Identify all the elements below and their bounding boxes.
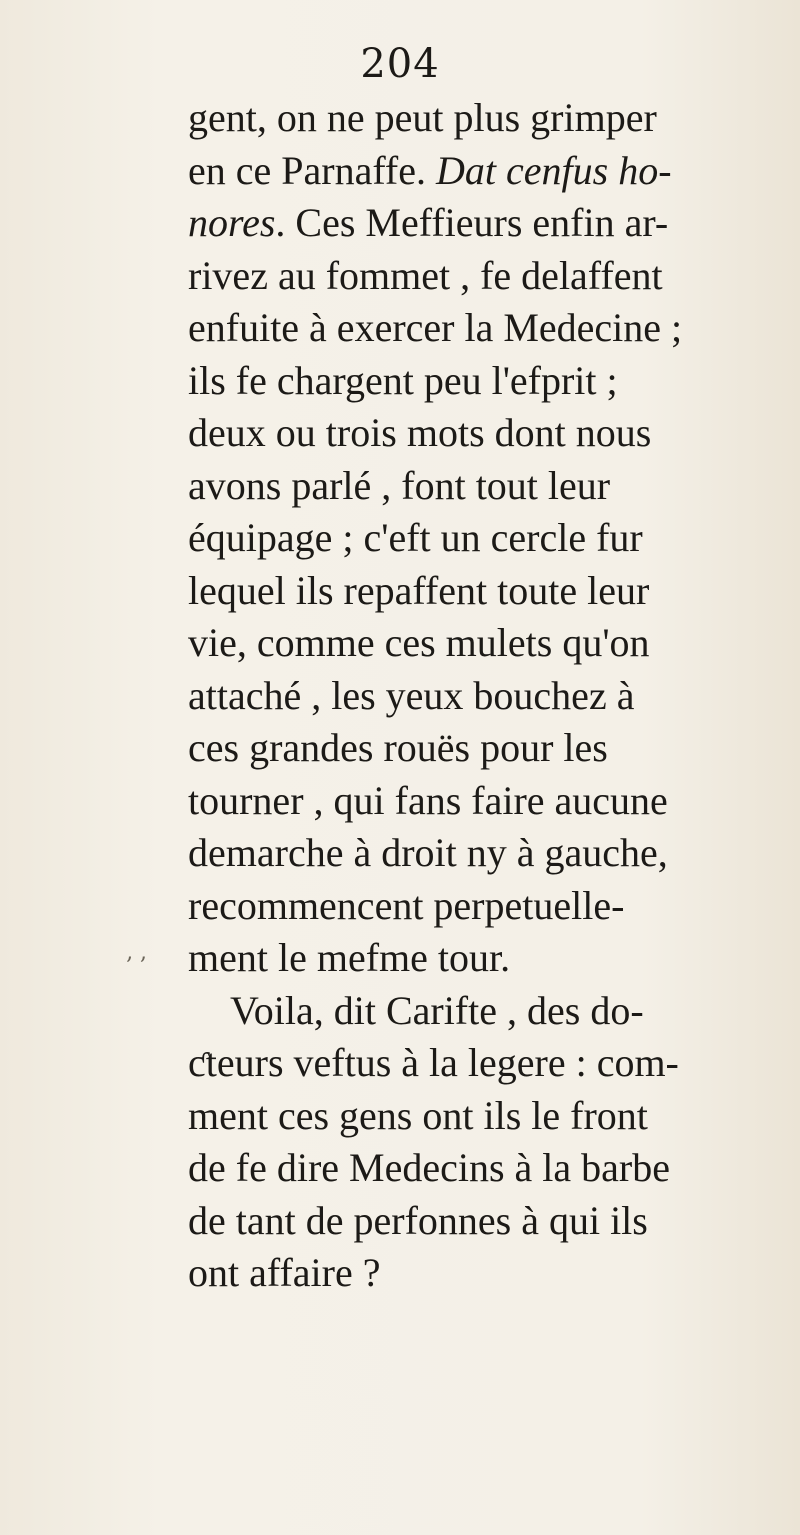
text-line-1: gent, on ne peut plus grimper — [188, 95, 657, 140]
text-line-3-roman: . Ces Meffieurs enfin ar- — [275, 200, 669, 245]
text-line-19: ƈteurs veftus à la legere : com- — [188, 1040, 679, 1085]
text-line-3 — [188, 197, 798, 250]
text-line-9: équipage ; c'eft un cercle fur — [188, 515, 643, 560]
text-line-13: ces grandes rouës pour les — [188, 725, 608, 770]
text-line-11: vie, comme ces mulets qu'on — [188, 620, 650, 665]
text-line-10: lequel ils repaffent toute leur — [188, 567, 650, 613]
text-line-7: deux ou trois mots dont nous — [188, 410, 652, 455]
text-line-14: tourner , qui fans faire aucune — [188, 777, 668, 823]
text-line-6: ils fe chargent peu l'efprit ; — [188, 357, 618, 403]
text-line-12: attaché , les yeux bouchez à — [188, 672, 635, 718]
margin-ink-mark: ‚ , — [126, 940, 147, 965]
text-line-2-roman: en ce Parnaffe. — [188, 147, 437, 193]
text-line-18: Voila, dit Carifte , des do- — [230, 987, 644, 1033]
text-line-22: de tant de perfonnes à qui ils — [188, 1197, 648, 1243]
text-line-16: recommencent perpetuelle- — [188, 882, 625, 928]
text-line-15: demarche à droit ny à gauche, — [188, 830, 668, 875]
page-number: 204 — [360, 41, 440, 87]
text-line-8: avons parlé , font tout leur — [188, 462, 611, 508]
text-line-4: rivez au fommet , fe delaffent — [188, 252, 663, 298]
text-line-2-italic: Dat cenfus ho- — [436, 147, 672, 193]
body-text — [188, 92, 798, 1300]
text-line-23: ont affaire ? — [188, 1250, 381, 1295]
text-line-2 — [188, 145, 798, 198]
text-line-20: ment ces gens ont ils le front — [188, 1092, 648, 1138]
text-line-3-italic: nores — [188, 200, 276, 245]
text-line-17: ment le mefme tour. — [188, 935, 511, 980]
text-line-5: enfuite à exercer la Medecine ; — [188, 305, 683, 350]
text-line-21: de fe dire Medecins à la barbe — [188, 1145, 670, 1190]
